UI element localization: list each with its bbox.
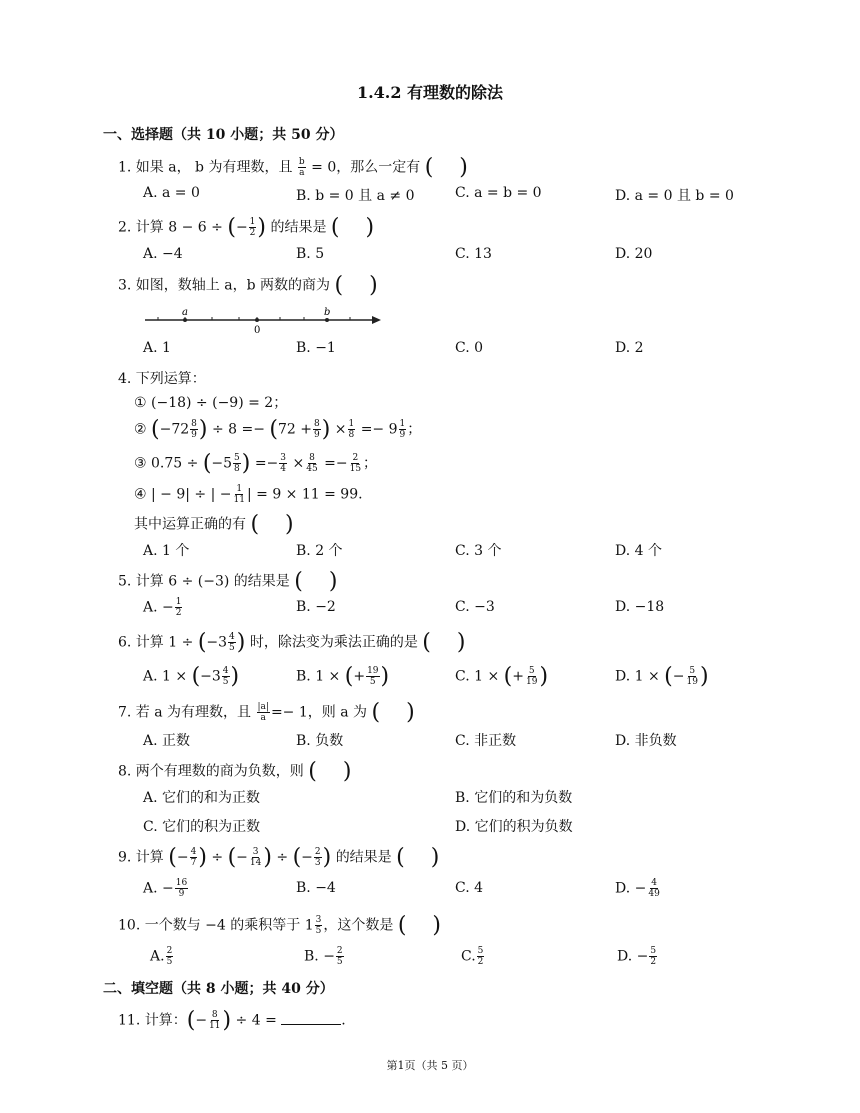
q2-stem-end: 的结果是 <box>270 219 327 236</box>
q4-option-d: D. 4 个 <box>615 543 662 559</box>
q3-option-c: C. 0 <box>455 340 484 356</box>
q2-option-a: A. −4 <box>143 246 183 262</box>
question-9: 9. 计算 (− $\frac{4}{7}$ ) ÷ (− $\frac{3}{14}$ ) ÷ (− $\frac{2}{3}$ ) 的结果是 ( ) <box>118 845 440 870</box>
q5-option-a: A. − $\frac{1}{2}$ <box>143 597 182 618</box>
q6-option-c: C. 1 × (+ $\frac{5}{19}$ ) <box>455 664 549 689</box>
question-7: 7. 若 a 为有理数，且 $\frac{|a|}{a}$ =− 1，则 a 为 ( ) <box>118 700 415 725</box>
q8-option-c: C. 它们的积为正数 <box>143 819 261 835</box>
q4-item-4: ④ | − 9| ÷ | − $\frac{1}{11}$ | = 9 × 11 = 99. <box>134 484 363 505</box>
question-2: 2. 计算 8 − 6 ÷ (− $\frac{1}{2}$ ) 的结果是 ( ) <box>118 215 375 240</box>
q4-item-2: ② (−72 $\frac{8}{9}$ ) ÷ 8 =− (72 + $\frac{8}{9}$ ) × $\frac{1}{8}$ =− 9 $\frac{1}{9}$ ； <box>134 417 422 442</box>
section-choice-heading: 一、选择题（共 10 小题；共 50 分） <box>103 127 344 143</box>
question-6: 6. 计算 1 ÷ (−3 $\frac{4}{5}$ ) 时，除法变为乘法正确的是 ( ) <box>118 630 466 655</box>
q4-option-c: C. 3 个 <box>455 543 502 559</box>
q9-option-b: B. −4 <box>296 880 336 896</box>
q5-option-d: D. −18 <box>615 599 665 615</box>
q1-option-b: B. b = 0 且 a ≠ 0 <box>296 188 415 204</box>
question-11: 11. 计算：(− $\frac{8}{11}$ ) ÷ 4 = . <box>118 1008 346 1033</box>
q2-stem: 2. 计算 8 − 6 ÷ <box>118 219 223 236</box>
q9-option-c: C. 4 <box>455 880 484 896</box>
question-3: 3. 如图，数轴上 a，b 两数的商为 ( ) <box>118 273 378 298</box>
answer-blank[interactable] <box>281 1010 341 1025</box>
q4-item-3: ③ 0.75 ÷ (−5 $\frac{5}{8}$ ) =− $\frac{3}{4}$ × $\frac{8}{45}$ =− $\frac{2}{15}$ ； <box>134 451 378 476</box>
q4-tail: 其中运算正确的有 ( ) <box>134 512 294 537</box>
q5-option-b: B. −2 <box>296 599 336 615</box>
q7-option-d: D. 非负数 <box>615 733 677 749</box>
q3-stem: 3. 如图，数轴上 a，b 两数的商为 <box>118 277 331 294</box>
q9-option-a: A. − $\frac{16}{9}$ <box>143 878 188 899</box>
q1-fraction: $\frac{b}{a}$ <box>298 157 305 178</box>
page-title: 1.4.2 有理数的除法 <box>356 83 504 102</box>
q7-option-a: A. 正数 <box>143 733 191 749</box>
q1-option-a: A. a = 0 <box>143 185 200 201</box>
q4-option-a: A. 1 个 <box>143 543 190 559</box>
q4-item-1: ① (−18) ÷ (−9) = 2； <box>134 395 288 411</box>
question-10: 10. 一个数与 −4 的乘积等于 1 $\frac{3}{5}$ ，这个数是 ( ) <box>118 913 441 938</box>
q1-stem: 1. 如果 a， b 为有理数，且 <box>118 159 293 176</box>
q2-option-c: C. 13 <box>455 246 492 262</box>
q10-option-c: C. $\frac{5}{2}$ <box>461 946 484 967</box>
q9-option-d: D. − $\frac{4}{49}$ <box>615 878 660 899</box>
q10-option-a: A. $\frac{2}{5}$ <box>150 946 173 967</box>
q8-option-b: B. 它们的和为负数 <box>455 790 573 806</box>
q5-option-c: C. −3 <box>455 599 495 615</box>
q8-option-a: A. 它们的和为正数 <box>143 790 261 806</box>
q10-option-d: D. − $\frac{5}{2}$ <box>617 946 657 967</box>
q3-option-b: B. −1 <box>296 340 336 356</box>
axis-label-zero: 0 <box>254 325 261 336</box>
axis-label-b: b <box>324 307 331 318</box>
q8-option-d: D. 它们的积为负数 <box>455 819 573 835</box>
q1-stem-end: = 0，那么一定有 <box>311 159 421 176</box>
axis-label-a: a <box>182 307 188 318</box>
question-8: 8. 两个有理数的商为负数，则 ( ) <box>118 759 352 784</box>
q2-fraction: $\frac{1}{2}$ <box>249 217 256 238</box>
q7-option-c: C. 非正数 <box>455 733 517 749</box>
section-fill-heading: 二、填空题（共 8 小题；共 40 分） <box>103 981 334 997</box>
q7-option-b: B. 负数 <box>296 733 344 749</box>
number-line-figure <box>140 304 390 336</box>
q1-option-c: C. a = b = 0 <box>455 185 542 201</box>
q2-option-d: D. 20 <box>615 246 653 262</box>
q3-option-a: A. 1 <box>143 340 171 356</box>
question-5: 5. 计算 6 ÷ (−3) 的结果是 ( ) <box>118 569 338 594</box>
q6-option-b: B. 1 × (+ $\frac{19}{5}$ ) <box>296 664 390 689</box>
q1-option-d: D. a = 0 且 b = 0 <box>615 188 734 204</box>
question-4: 4. 下列运算： <box>118 371 206 387</box>
page-footer: 第1页（共 5 页） <box>386 1059 474 1072</box>
q3-option-d: D. 2 <box>615 340 644 356</box>
q2-option-b: B. 5 <box>296 246 325 262</box>
q10-option-b: B. − $\frac{2}{5}$ <box>304 946 343 967</box>
question-1: 1. 如果 a， b 为有理数，且 $\frac{b}{a}$ = 0，那么一定有 ( ) <box>118 155 468 180</box>
q6-option-d: D. 1 × (− $\frac{5}{19}$ ) <box>615 664 709 689</box>
q6-option-a: A. 1 × (−3 $\frac{4}{5}$ ) <box>143 664 240 689</box>
q4-option-b: B. 2 个 <box>296 543 343 559</box>
